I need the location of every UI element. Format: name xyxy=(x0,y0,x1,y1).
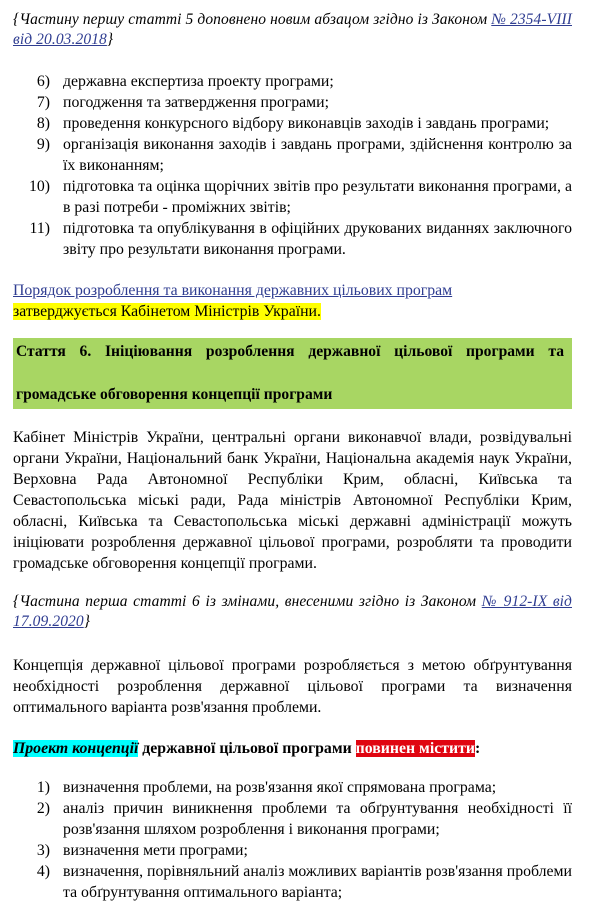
article6-heading-line1: Стаття 6. Ініціювання розроблення державної цільової програми та xyxy=(16,343,564,361)
list-item xyxy=(13,798,572,840)
list-item xyxy=(13,777,572,798)
must-contain-trailing-text: : xyxy=(474,739,481,757)
list-item xyxy=(13,218,572,260)
spacer xyxy=(13,260,572,280)
spacer xyxy=(13,574,572,592)
amendment-note-2-text: Частина перша статті 6 із змінами, внесеними згідно із Законом xyxy=(19,592,482,610)
list-item-text: визначення, порівняльний аналіз можливих варіантів розв'язання проблеми та обґрунтування оптимального варіанта; xyxy=(63,863,572,902)
amendment-note-1-text: Частину першу статті 5 доповнено новим абзацом згідно із Законом xyxy=(19,11,492,28)
list-article5 xyxy=(13,71,572,260)
law-link-912-ix[interactable]: № 912-IX від 17.09.2020 xyxy=(13,592,572,631)
list-item-text: погодження та затвердження програми; xyxy=(63,93,329,111)
list-item xyxy=(13,113,572,134)
list-item-marker: 9) xyxy=(36,135,50,153)
amendment-note-2-open-brace: { xyxy=(13,592,20,610)
list-item-text: підготовка та опублікування в офіційних друкованих виданнях заключного звіту про результати виконання програми. xyxy=(63,219,572,258)
amendment-note-1 xyxy=(13,10,572,51)
list-item-marker: 3) xyxy=(36,842,50,860)
list-item-text: підготовка та оцінка щорічних звітів про результати виконання програми, а в разі потреби - проміжних звітів; xyxy=(63,177,572,216)
list-item-marker: 4) xyxy=(36,863,50,881)
list-item xyxy=(13,840,572,861)
list-item-text: визначення мети програми; xyxy=(63,842,248,860)
list-item xyxy=(13,71,572,92)
spacer xyxy=(13,759,572,777)
list-item-marker: 6) xyxy=(36,72,50,90)
highlight-yellow: затверджується Кабінетом Міністрів України. xyxy=(13,303,321,321)
spacer xyxy=(13,637,572,655)
highlight-red: повинен містити xyxy=(355,739,475,757)
article6-heading-line2: громадське обговорення концепції програми xyxy=(16,385,333,403)
list-item xyxy=(13,134,572,176)
list-item-marker: 7) xyxy=(36,93,50,111)
list-item xyxy=(13,92,572,113)
list-item xyxy=(13,176,572,218)
list-item-marker: 8) xyxy=(36,114,50,132)
list-item-text: визначення проблеми, на розв'язання якої спрямована програма; xyxy=(63,779,497,797)
list-item-marker: 2) xyxy=(36,800,50,818)
list-item-text: державна експертиза проекту програми; xyxy=(63,72,334,90)
law-link-2354-viii[interactable]: № 2354-VIII від 20.03.2018 xyxy=(13,11,572,49)
list-item-marker: 10) xyxy=(28,177,50,195)
order-paragraph-link-text[interactable]: Порядок розроблення та виконання державних цільових програм xyxy=(13,281,453,299)
highlight-cyan: Проект концепції xyxy=(13,739,139,757)
list-item-text: проведення конкурсного відбору виконавців заходів і завдань програми; xyxy=(63,114,550,132)
order-paragraph-highlight-line xyxy=(13,301,572,322)
list-item-marker: 11) xyxy=(29,219,50,237)
concept-paragraph: Концепція державної цільової програми розробляється з метою обґрунтування необхідності розроблення державної цільової програми та визначення оптимального варіанта розв'язання проблеми. xyxy=(13,656,572,716)
list-item xyxy=(13,861,572,903)
must-contain-middle-text: державної цільової програми xyxy=(138,739,356,757)
spacer xyxy=(13,55,572,71)
list-concept xyxy=(13,777,572,903)
article6-body: Кабінет Міністрів України, центральні органи виконавчої влади, розвідувальні органи України, Національний банк України, Національна академія наук України, Верховна Рада Автономної Республіки Крим, обласні, Київська та Севастопольська міські ради, Рада міністрів Автономної Республіки Крим, обласні, Київська та Севастопольська міські державні адміністрації можуть ініціювати розроблення державної цільової програми, розробляти та проводити громадське обговорення концепції програми. xyxy=(13,428,572,572)
spacer xyxy=(13,409,572,427)
spacer xyxy=(13,718,572,738)
amendment-note-1-open-brace: { xyxy=(13,11,20,28)
order-paragraph xyxy=(13,280,572,301)
amendment-note-2-close-brace: } xyxy=(83,613,91,631)
article6-heading xyxy=(13,338,572,409)
amendment-note-2 xyxy=(13,592,572,633)
list-item-marker: 1) xyxy=(36,779,50,797)
must-contain-line xyxy=(13,738,572,759)
spacer xyxy=(13,322,572,338)
amendment-note-1-close-brace: } xyxy=(106,31,114,49)
list-item-text: організація виконання заходів і завдань програми, здійснення контролю за їх виконанням; xyxy=(63,135,572,174)
list-item-text: аналіз причин виникнення проблеми та обґрунтування необхідності її розв'язання шляхом розроблення і виконання програми; xyxy=(63,800,572,839)
